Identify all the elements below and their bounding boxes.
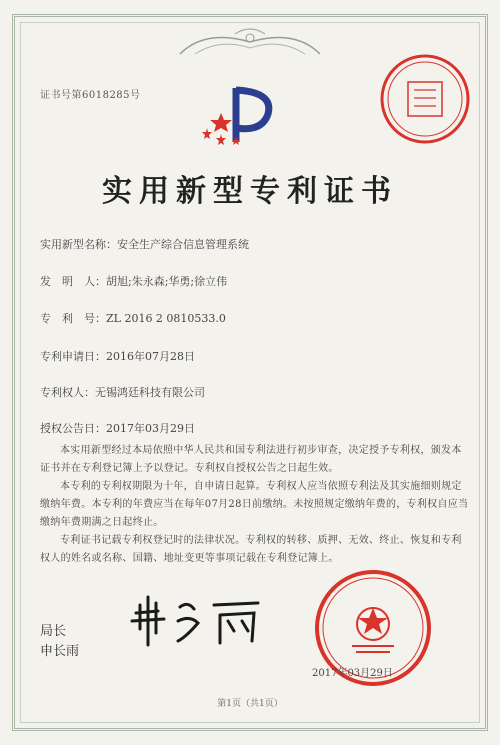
grant-date-value: 2017年03月29日: [106, 422, 195, 435]
filing-date-value: 2016年07月28日: [106, 350, 195, 363]
certificate-number: 证书号第6018285号: [40, 90, 141, 101]
certificate-title: 实用新型专利证书: [102, 174, 398, 209]
ornament-icon: [175, 24, 325, 60]
paragraph-3: 专利证书记载专利权登记时的法律状况。专利权的转移、质押、无效、终止、恢复和专利权人的姓名或名称、国籍、地址变更等事项记载在专利登记簿上。: [40, 535, 462, 564]
patent-number-label: 专 利 号：: [40, 312, 106, 325]
issue-date: 2017年03月29日: [312, 668, 393, 679]
inventor-field: [40, 273, 227, 289]
filing-date-field: [40, 348, 195, 364]
inventor-label: 发 明 人：: [40, 275, 106, 288]
inventor-value: 胡旭;朱永森;华勇;徐立伟: [106, 275, 228, 288]
patent-holder-label: 专利权人：: [40, 386, 95, 399]
signatory-title: 局长: [40, 624, 67, 639]
grant-date-label: 授权公告日：: [40, 422, 106, 435]
patent-number-value: ZL 2016 2 0810533.0: [106, 312, 226, 325]
patent-holder-value: 无锡鸿廷科技有限公司: [95, 386, 205, 399]
signatory-name: 申长雨: [40, 644, 80, 659]
handwritten-signature-icon: [128, 593, 268, 651]
utility-name-label: 实用新型名称：: [40, 238, 117, 251]
cnipa-logo-icon: [200, 80, 280, 152]
paragraph-2: 本专利的专利权期限为十年，自申请日起算。专利权人应当依照专利法及其实施细则规定缴纳年费。本专利的年费应当在每年07月28日前缴纳。未按照规定缴纳年费的，专利权自应当缴纳年费期满之日起终止。: [40, 481, 469, 528]
utility-name-value: 安全生产综合信息管理系统: [117, 238, 249, 251]
filing-date-label: 专利申请日：: [40, 350, 106, 363]
grant-date-field: [40, 420, 195, 436]
patent-number-field: [40, 310, 226, 326]
page-footer: 第1页（共1页）: [217, 699, 283, 709]
patent-holder-field: [40, 384, 205, 400]
utility-name-field: [40, 236, 249, 252]
agent-seal-icon: [378, 52, 472, 146]
paragraph-1: 本实用新型经过本局依照中华人民共和国专利法进行初步审查，决定授予专利权，颁发本证书并在专利登记簿上予以登记。专利权自授权公告之日起生效。: [40, 445, 462, 474]
